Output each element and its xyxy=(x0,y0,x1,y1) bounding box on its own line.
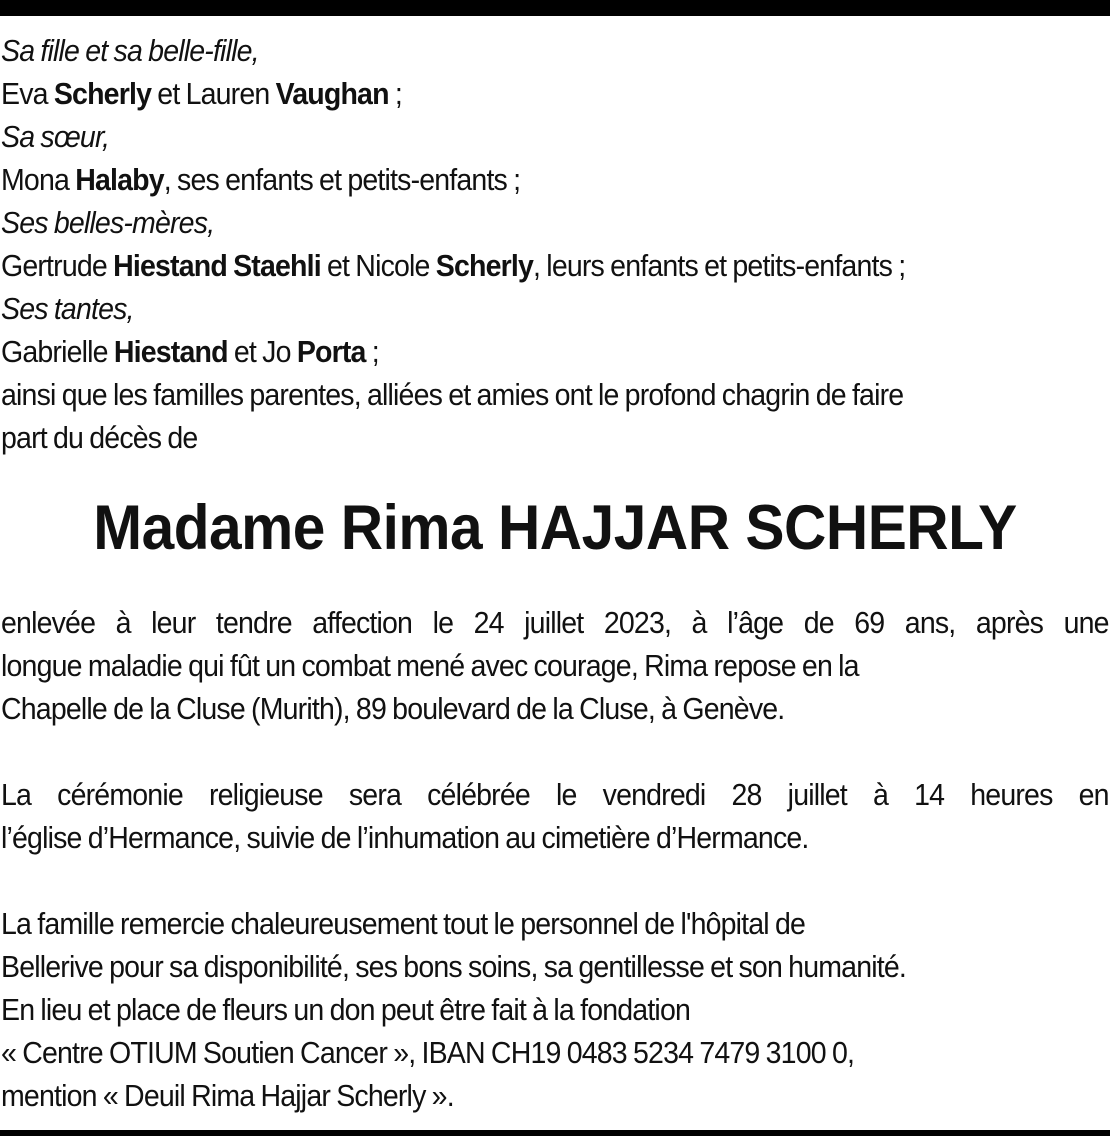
deceased-name: Madame Rima HAJJAR SCHERLY xyxy=(93,493,1017,563)
name-text: ; xyxy=(388,76,402,111)
surname: Vaughan xyxy=(275,76,389,111)
thanks-paragraph xyxy=(1,902,1020,1117)
name-text: ; xyxy=(365,334,379,369)
intro-line: ainsi que les familles parentes, alliées et amies ont le profond chagrin de faire xyxy=(1,377,904,412)
paragraph-line: Chapelle de la Cluse (Murith), 89 boulevard de la Cluse, à Genève. xyxy=(1,691,785,726)
paragraph-line: « Centre OTIUM Soutien Cancer », IBAN CH19 0483 5234 7479 3100 0, xyxy=(1,1035,855,1070)
family-role-sister: Sa sœur, xyxy=(1,119,110,154)
name-text: Gabrielle xyxy=(1,334,114,369)
intro-line: part du décès de xyxy=(1,420,198,455)
surname: Scherly xyxy=(53,76,152,111)
paragraph-line: mention « Deuil Rima Hajjar Scherly ». xyxy=(1,1078,454,1113)
paragraph-line: l’église d’Hermance, suivie de l’inhumation au cimetière d’Hermance. xyxy=(1,820,809,855)
family-role-daughters: Sa fille et sa belle-fille, xyxy=(1,33,259,68)
surname: Porta xyxy=(296,334,366,369)
surname: Halaby xyxy=(75,162,164,197)
paragraph-line: enlevée à leur tendre affection le 24 juillet 2023, à l’âge de 69 ans, après une xyxy=(1,605,1109,640)
family-names-daughters xyxy=(1,72,1109,115)
bottom-rule xyxy=(0,1130,1110,1136)
family-list xyxy=(1,29,1020,459)
top-rule xyxy=(0,0,1110,16)
paragraph-line: En lieu et place de fleurs un don peut être fait à la fondation xyxy=(1,992,691,1027)
surname: Scherly xyxy=(435,248,534,283)
name-text: et Lauren xyxy=(151,76,276,111)
paragraph-line: La cérémonie religieuse sera célébrée le vendredi 28 juillet à 14 heures en xyxy=(1,777,1109,812)
surname: Hiestand Staehli xyxy=(113,248,321,283)
surname: Hiestand xyxy=(113,334,228,369)
family-names-sister xyxy=(1,158,1109,201)
name-text: Eva xyxy=(1,76,54,111)
paragraph-line: Bellerive pour sa disponibilité, ses bons soins, sa gentillesse et son humanité. xyxy=(1,949,906,984)
name-text: , leurs enfants et petits-enfants ; xyxy=(533,248,906,283)
family-names-mothers-in-law xyxy=(1,244,1109,287)
announcement-paragraph xyxy=(1,601,1109,730)
ceremony-paragraph xyxy=(1,773,1109,859)
name-text: Gertrude xyxy=(1,248,114,283)
name-text: Mona xyxy=(1,162,76,197)
paragraph-line: longue maladie qui fût un combat mené avec courage, Rima repose en la xyxy=(1,648,859,683)
name-text: et Nicole xyxy=(320,248,436,283)
family-role-mothers-in-law: Ses belles-mères, xyxy=(1,205,215,240)
name-text: et Jo xyxy=(227,334,297,369)
family-names-aunts xyxy=(1,330,1109,373)
name-text: , ses enfants et petits-enfants ; xyxy=(163,162,521,197)
paragraph-line: La famille remercie chaleureusement tout le personnel de l'hôpital de xyxy=(1,906,806,941)
family-role-aunts: Ses tantes, xyxy=(1,291,134,326)
